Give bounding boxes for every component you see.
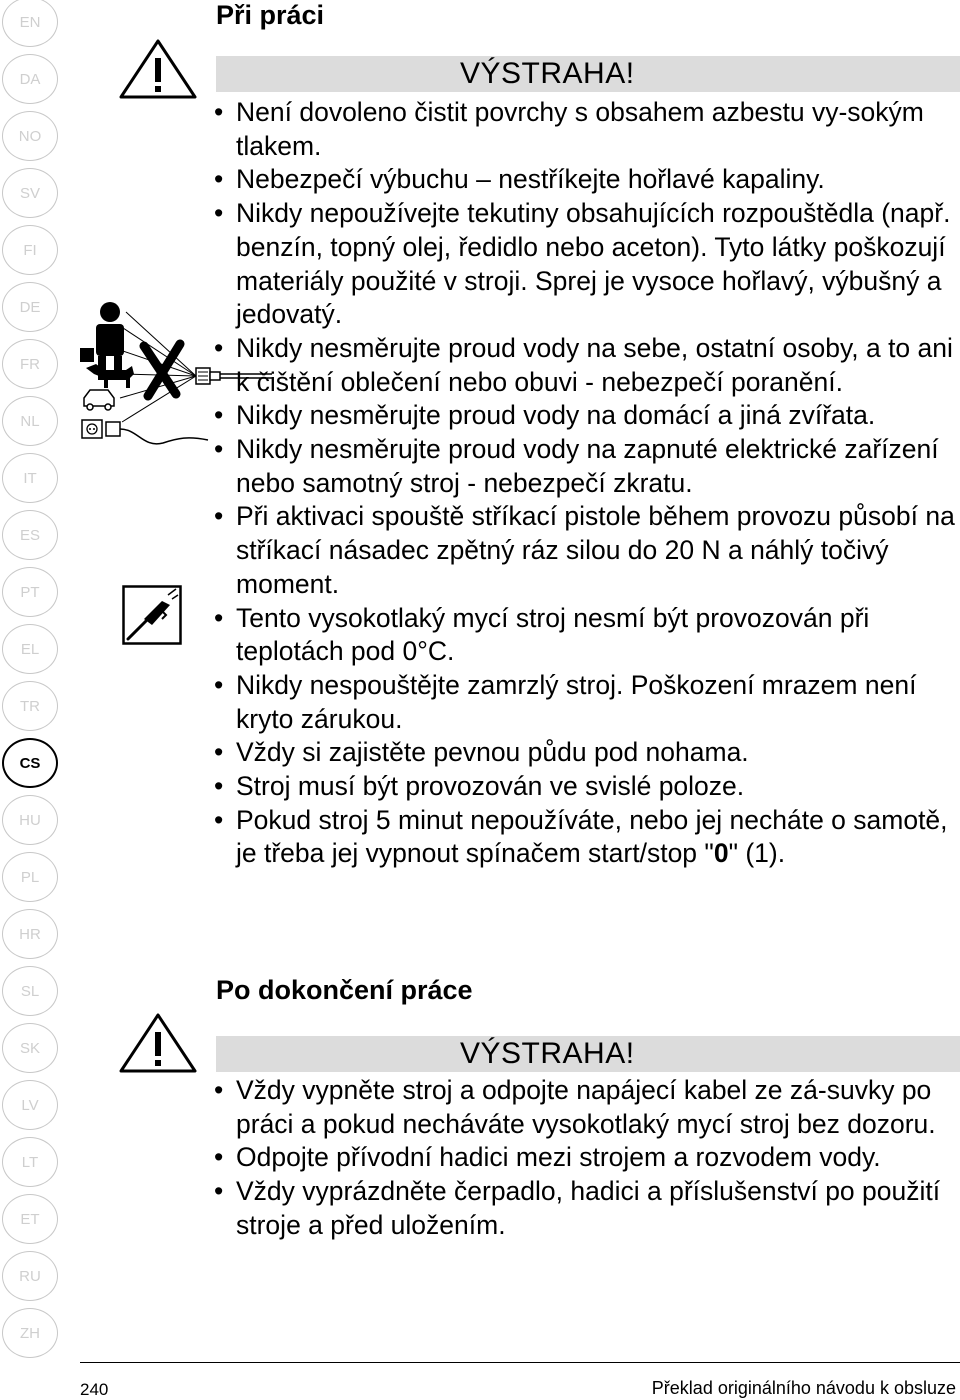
- language-tab-ru[interactable]: RU: [2, 1251, 58, 1301]
- language-tab-nl[interactable]: NL: [2, 396, 58, 446]
- bullet-icon: •: [214, 400, 224, 431]
- language-tab-es[interactable]: ES: [2, 510, 58, 560]
- language-tab-et[interactable]: ET: [2, 1194, 58, 1244]
- warning-item: [210, 96, 958, 163]
- warning-item-text: Při aktivaci spouště stříkací pistole během provozu působí na stříkací násadec zpětný ráz silou do 20 N a náhlý točivý moment.: [236, 501, 955, 599]
- warning-item: [210, 433, 958, 500]
- language-tab-cs[interactable]: CS: [2, 738, 58, 788]
- language-tab-da[interactable]: DA: [2, 54, 58, 104]
- warning-item-text: Není dovoleno čistit povrchy s obsahem azbestu vy-sokým tlakem.: [236, 97, 924, 161]
- bullet-icon: •: [214, 1142, 224, 1173]
- language-tab-pt[interactable]: PT: [2, 567, 58, 617]
- warning-item: [210, 500, 958, 601]
- warning-item: [210, 770, 958, 804]
- bullet-icon: •: [214, 198, 224, 229]
- section-title-during-work: Při práci: [216, 0, 325, 30]
- bullet-icon: •: [214, 1075, 224, 1105]
- warning-item-text: Stroj musí být provozován ve svislé poloze.: [236, 771, 745, 802]
- warning-item: [210, 669, 958, 736]
- language-tab-el[interactable]: EL: [2, 624, 58, 674]
- language-tab-it[interactable]: IT: [2, 453, 58, 503]
- section-title-after-work: Po dokončení práce: [216, 975, 473, 1005]
- bullet-icon: •: [214, 97, 224, 127]
- language-tab-de[interactable]: DE: [2, 282, 58, 332]
- warning-item-text: Nikdy nesměrujte proud vody na sebe, ostatní osoby, a to ani k čištění oblečení nebo obuvi - nebezpečí poranění.: [236, 332, 953, 397]
- warning-item-text: Nikdy nesměrujte proud vody na domácí a jiná zvířata.: [236, 400, 876, 431]
- language-tab-pl[interactable]: PL: [2, 852, 58, 902]
- language-tab-fr[interactable]: FR: [2, 339, 58, 389]
- warning-triangle-icon: [118, 1012, 198, 1074]
- warning-item: [210, 602, 958, 669]
- warning-item: [210, 736, 958, 770]
- warning-item-text: Pokud stroj 5 minut nepoužíváte, nebo jej necháte o samotě, je třeba jej vypnout spínačem start/stop ": [236, 804, 948, 869]
- bullet-icon: •: [214, 501, 224, 532]
- bullet-icon: •: [214, 602, 224, 633]
- warning-item: [210, 1175, 958, 1242]
- bullet-icon: •: [214, 164, 224, 195]
- bullet-icon: •: [214, 737, 224, 768]
- language-tab-lt[interactable]: LT: [2, 1137, 58, 1187]
- warning-item-text: Vždy vypněte stroj a odpojte napájecí kabel ze zá-suvky po práci a pokud necháváte vysokotlaký mycí stroj bez dozoru.: [236, 1075, 936, 1139]
- bullet-icon: •: [214, 804, 224, 835]
- bullet-icon: •: [214, 771, 224, 802]
- warning-item-text: Nikdy nespouštějte zamrzlý stroj. Poškození mrazem není kryto zárukou.: [236, 669, 917, 734]
- language-tab-tr[interactable]: TR: [2, 681, 58, 731]
- warning-list-during-work: [210, 96, 958, 871]
- warning-item-text: Odpojte přívodní hadici mezi strojem a rozvodem vody.: [236, 1142, 881, 1173]
- footer-divider: [80, 1362, 960, 1363]
- warning-item-text: Tento vysokotlaký mycí stroj nesmí být provozován při teplotách pod 0°C.: [236, 602, 870, 667]
- warning-item: [210, 399, 958, 433]
- warning-item-text: " (1).: [728, 838, 786, 869]
- warning-heading: VÝSTRAHA!: [460, 1037, 635, 1070]
- warning-item-text: Nikdy nesměrujte proud vody na zapnuté elektrické zařízení nebo samotný stroj - nebezpečí zkratu.: [236, 434, 939, 498]
- language-tab-hr[interactable]: HR: [2, 909, 58, 959]
- language-tab-sl[interactable]: SL: [2, 966, 58, 1016]
- warning-list-after-work: [210, 1074, 958, 1243]
- warning-item: [210, 804, 958, 871]
- bullet-icon: •: [214, 332, 224, 363]
- warning-item-text: Nikdy nepoužívejte tekutiny obsahujících rozpouštědla (např. benzín, topný olej, ředidlo nebo aceton). Tyto látky poškozují materiály použité v stroji. Sprej je vysoce hořlavý, výbušný a jedovatý.: [236, 198, 951, 330]
- warning-item: [210, 163, 958, 197]
- warning-heading: VÝSTRAHA!: [460, 57, 635, 90]
- bullet-icon: •: [214, 669, 224, 700]
- language-tab-fi[interactable]: FI: [2, 225, 58, 275]
- language-tab-sv[interactable]: SV: [2, 168, 58, 218]
- language-tab-en[interactable]: EN: [2, 0, 58, 47]
- page-number: 240: [80, 1380, 109, 1399]
- warning-item-text: Vždy si zajistěte pevnou půdu pod nohama.: [236, 737, 749, 768]
- footer-title: Překlad originálního návodu k obsluze: [651, 1378, 956, 1398]
- language-tab-hu[interactable]: HU: [2, 795, 58, 845]
- language-tabs: [0, 0, 62, 1399]
- bullet-icon: •: [214, 434, 224, 465]
- warning-item: [210, 1074, 958, 1141]
- warning-item: [210, 197, 958, 332]
- recoil-spray-gun-icon: [122, 585, 182, 645]
- bullet-icon: •: [214, 1176, 224, 1207]
- warning-item-text: Nebezpečí výbuchu – nestříkejte hořlavé kapaliny.: [236, 164, 825, 195]
- language-tab-sk[interactable]: SK: [2, 1023, 58, 1073]
- language-tab-no[interactable]: NO: [2, 111, 58, 161]
- language-tab-lv[interactable]: LV: [2, 1080, 58, 1130]
- warning-item: [210, 332, 958, 399]
- warning-item: [210, 1141, 958, 1175]
- switch-position-label: 0: [713, 838, 729, 869]
- language-tab-zh[interactable]: ZH: [2, 1308, 58, 1358]
- warning-item-text: Vždy vyprázdněte čerpadlo, hadici a příslušenství po použití stroje a před uložením.: [236, 1176, 941, 1240]
- warning-triangle-icon: [118, 38, 198, 100]
